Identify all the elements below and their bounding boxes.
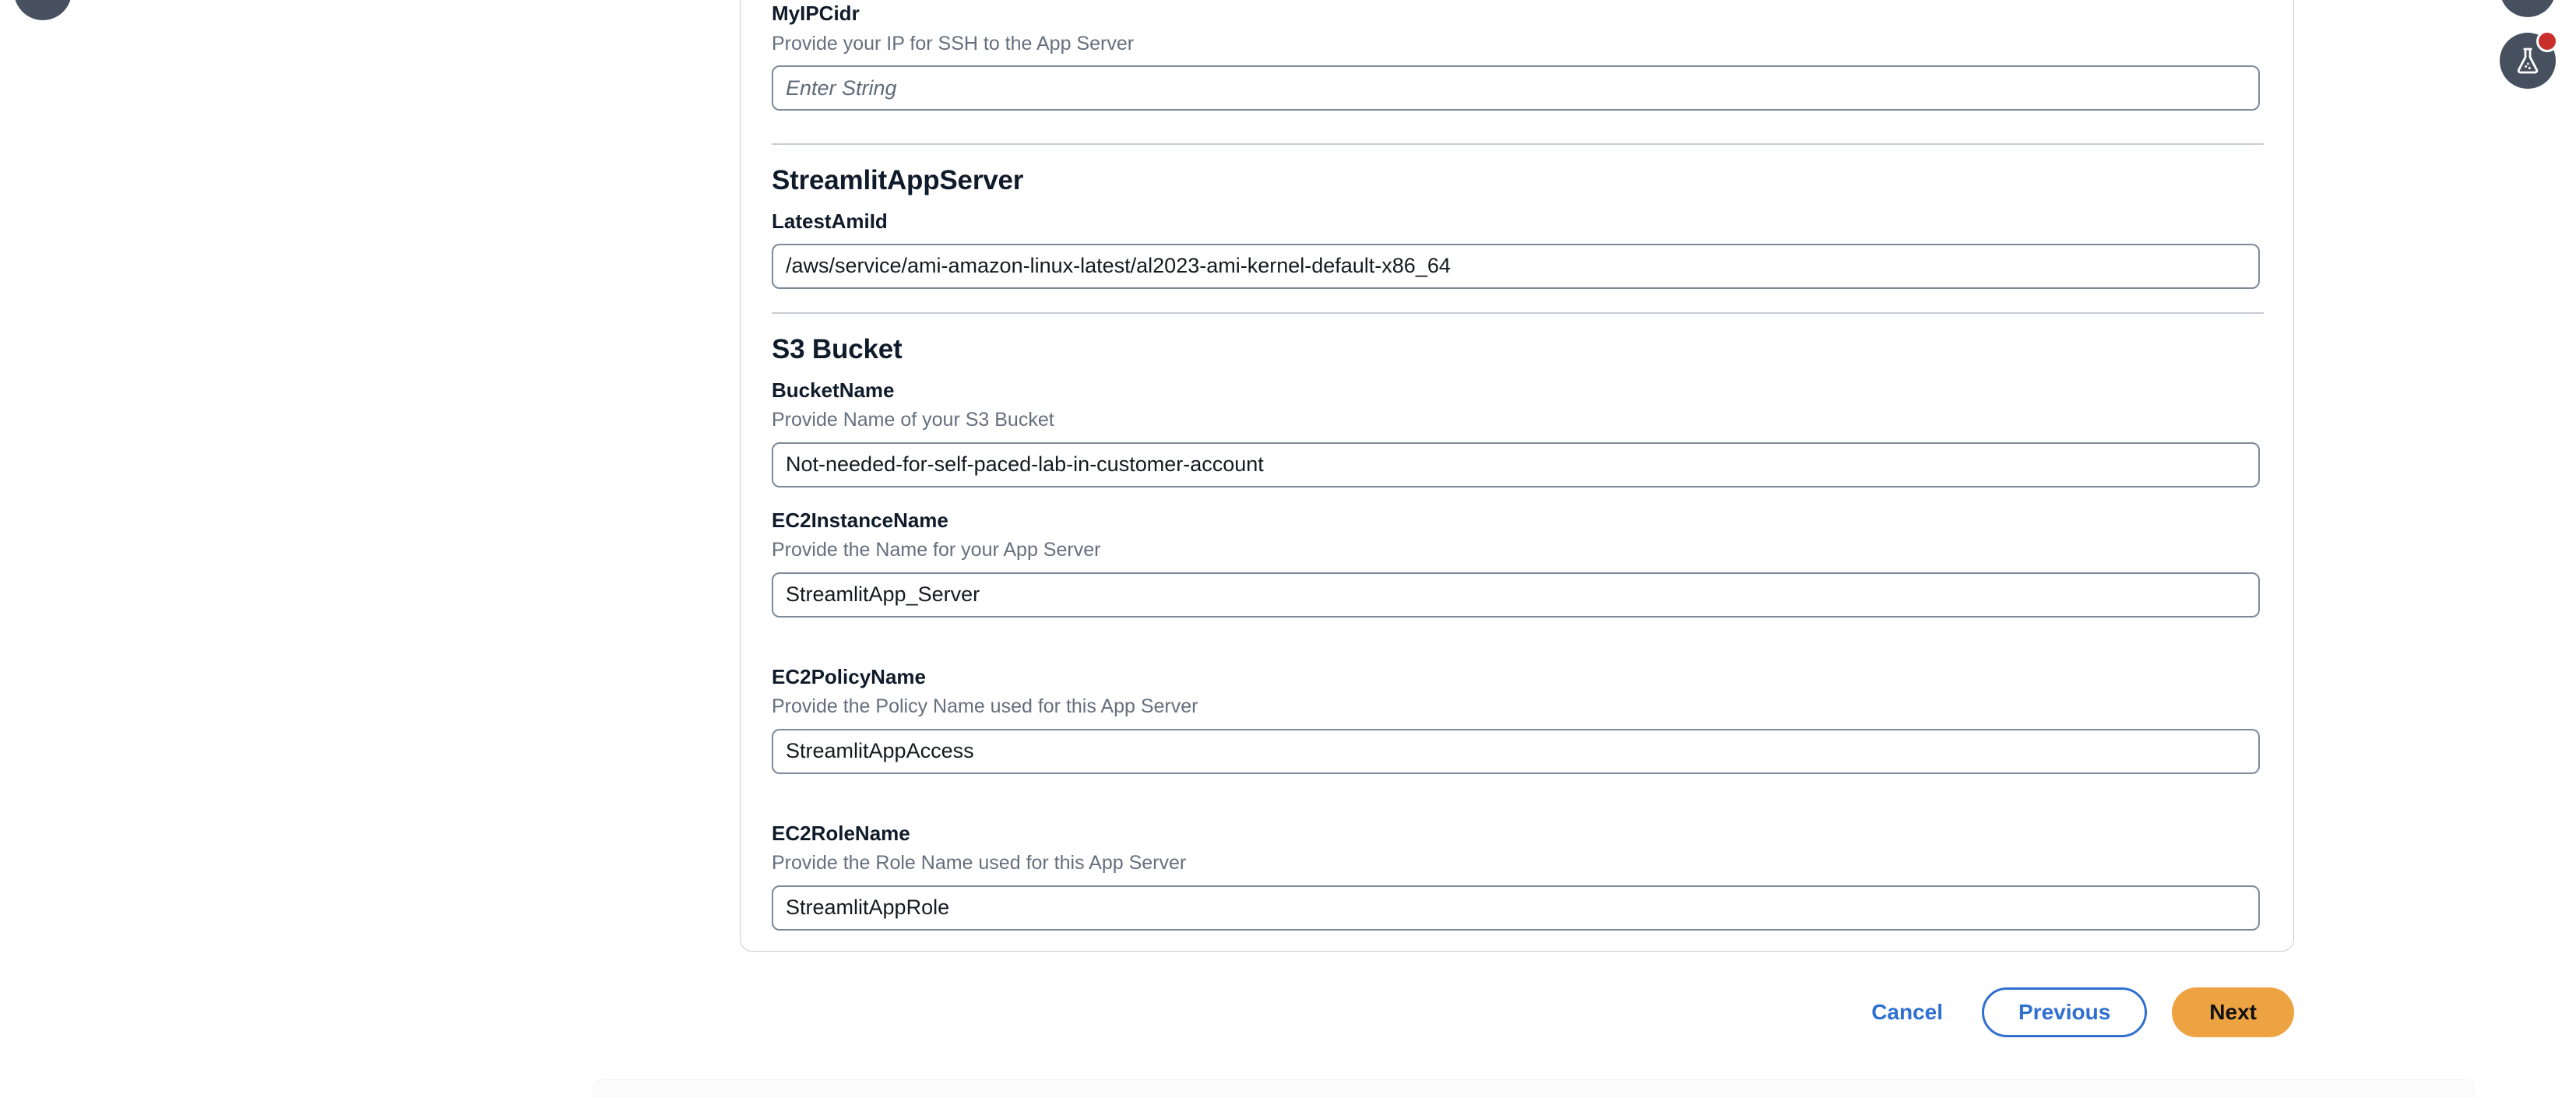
divider-above-s3-bucket [772,312,2264,314]
parameter-field-latestamiid [772,209,2264,289]
cancel-button[interactable]: Cancel [1857,992,1957,1033]
parameter-group-network [772,1,2264,111]
ec2policyname-input[interactable] [772,729,2260,774]
parameter-field-ec2policyname [772,664,2264,774]
parameter-field-ec2instancename [772,508,2264,618]
section-title-streamlitappserver: StreamlitAppServer [772,165,1024,195]
stack-parameters-card [740,0,2294,952]
field-description-ec2instancename: Provide the Name for your App Server [772,539,1101,561]
previous-button[interactable]: Previous [1982,987,2147,1037]
field-description-ec2policyname: Provide the Policy Name used for this App Server [772,695,1198,717]
floating-chevron-widget[interactable] [2500,0,2556,17]
latestamiid-input[interactable] [772,244,2260,289]
wizard-footer-actions [740,987,2294,1037]
field-label-ec2instancename: EC2InstanceName [772,508,948,532]
field-label-latestamiid: LatestAmiId [772,209,888,233]
bottom-panel-sliver [592,1079,2476,1098]
bucketname-input[interactable] [772,442,2260,487]
parameter-field-bucketname [772,378,2264,487]
parameters-content [772,1,2264,931]
field-description-myipcidr: Provide your IP for SSH to the App Server [772,32,1135,55]
field-description-bucketname: Provide Name of your S3 Bucket [772,409,1054,431]
chevron-down-icon [2514,0,2541,2]
section-title-s3-bucket: S3 Bucket [772,333,903,364]
ec2instancename-input[interactable] [772,572,2260,618]
field-label-bucketname: BucketName [772,378,895,402]
floating-collapse-widget[interactable] [14,0,72,20]
field-label-myipcidr: MyIPCidr [772,2,860,25]
parameter-field-ec2rolename [772,821,2264,931]
myipcidr-input[interactable] [772,65,2260,111]
field-label-ec2policyname: EC2PolicyName [772,664,926,688]
parameter-group-s3-bucket [772,334,2264,931]
notification-badge [2536,30,2558,52]
divider-above-streamlitappserver [772,143,2264,145]
field-label-ec2rolename: EC2RoleName [772,821,910,845]
field-description-ec2rolename: Provide the Role Name used for this App Server [772,852,1187,874]
flask-icon [2512,45,2543,76]
ec2rolename-input[interactable] [772,885,2260,931]
parameter-group-streamlit-app-server [772,165,2264,289]
floating-lab-widget[interactable] [2500,33,2556,89]
minus-icon [30,0,56,5]
next-button[interactable]: Next [2172,987,2294,1037]
